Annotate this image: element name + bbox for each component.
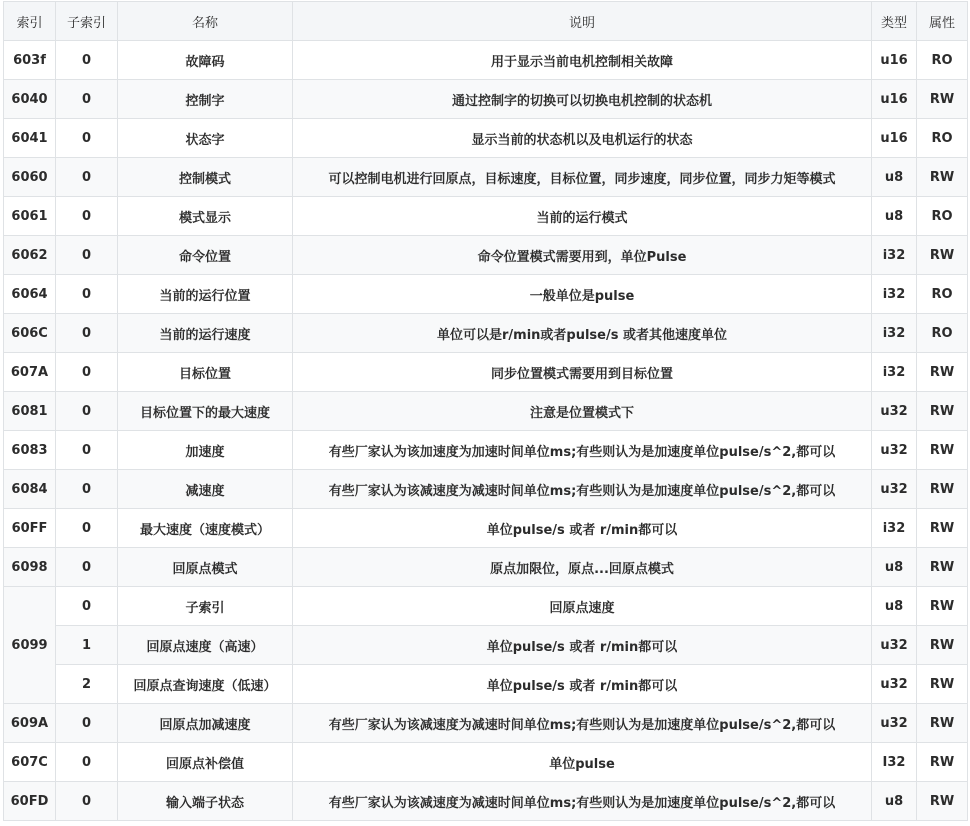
cell-attribute: RW: [917, 548, 968, 587]
table-row: [4, 119, 968, 158]
cell-description: 当前的运行模式: [293, 197, 872, 236]
header-type: 类型: [872, 2, 917, 41]
cell-description: 命令位置模式需要用到，单位Pulse: [293, 236, 872, 275]
cell-type: i32: [872, 275, 917, 314]
cell-subindex: 0: [56, 80, 118, 119]
table-row: [4, 743, 968, 782]
cell-type: u8: [872, 782, 917, 821]
cell-attribute: RO: [917, 197, 968, 236]
cell-name: 故障码: [118, 41, 293, 80]
cell-attribute: RW: [917, 158, 968, 197]
cell-type: I32: [872, 743, 917, 782]
table-row: [4, 353, 968, 392]
cell-type: u32: [872, 626, 917, 665]
table-row: [4, 197, 968, 236]
table-row: [4, 431, 968, 470]
cell-subindex: 0: [56, 548, 118, 587]
cell-name: 当前的运行速度: [118, 314, 293, 353]
cell-index: 6061: [4, 197, 56, 236]
cell-subindex: 0: [56, 353, 118, 392]
cell-attribute: RW: [917, 80, 968, 119]
cell-index: 60FF: [4, 509, 56, 548]
cell-name: 命令位置: [118, 236, 293, 275]
cell-description: 一般单位是pulse: [293, 275, 872, 314]
table-row: [4, 41, 968, 80]
header-subindex: 子索引: [56, 2, 118, 41]
cell-name: 控制字: [118, 80, 293, 119]
table-row: [4, 665, 968, 704]
cell-attribute: RW: [917, 392, 968, 431]
cell-index: 6084: [4, 470, 56, 509]
cell-subindex: 0: [56, 743, 118, 782]
cell-attribute: RO: [917, 119, 968, 158]
cell-description: 单位pulse/s 或者 r/min都可以: [293, 626, 872, 665]
cell-description: 有些厂家认为该减速度为减速时间单位ms;有些则认为是加速度单位pulse/s^2,都可以: [293, 782, 872, 821]
cell-description: 单位pulse: [293, 743, 872, 782]
cell-attribute: RO: [917, 41, 968, 80]
cell-description: 回原点速度: [293, 587, 872, 626]
table-row: [4, 314, 968, 353]
cell-subindex: 0: [56, 392, 118, 431]
cell-type: u16: [872, 80, 917, 119]
cell-subindex: 0: [56, 782, 118, 821]
cell-subindex: 0: [56, 158, 118, 197]
cell-attribute: RO: [917, 314, 968, 353]
cell-description: 有些厂家认为该减速度为减速时间单位ms;有些则认为是加速度单位pulse/s^2,都可以: [293, 704, 872, 743]
table-header-row: [4, 2, 968, 41]
cell-type: i32: [872, 509, 917, 548]
cell-index: 603f: [4, 41, 56, 80]
cell-type: u16: [872, 119, 917, 158]
cell-name: 模式显示: [118, 197, 293, 236]
header-index: 索引: [4, 2, 56, 41]
cell-attribute: RW: [917, 431, 968, 470]
cell-attribute: RW: [917, 509, 968, 548]
cell-index: 6040: [4, 80, 56, 119]
cell-name: 控制模式: [118, 158, 293, 197]
cell-index: 6081: [4, 392, 56, 431]
cell-type: u32: [872, 392, 917, 431]
cell-name: 回原点查询速度（低速）: [118, 665, 293, 704]
cell-subindex: 0: [56, 314, 118, 353]
cell-type: u8: [872, 587, 917, 626]
cell-type: i32: [872, 314, 917, 353]
table-row: [4, 392, 968, 431]
cell-index: 606C: [4, 314, 56, 353]
table-row: [4, 704, 968, 743]
cell-subindex: 0: [56, 41, 118, 80]
cell-type: u8: [872, 158, 917, 197]
cell-description: 单位pulse/s 或者 r/min都可以: [293, 509, 872, 548]
cell-description: 有些厂家认为该加速度为加速时间单位ms;有些则认为是加速度单位pulse/s^2,都可以: [293, 431, 872, 470]
cell-attribute: RW: [917, 587, 968, 626]
cell-subindex: 0: [56, 587, 118, 626]
cell-type: u32: [872, 665, 917, 704]
cell-name: 加速度: [118, 431, 293, 470]
table-row: [4, 509, 968, 548]
cell-name: 回原点速度（高速）: [118, 626, 293, 665]
cell-subindex: 0: [56, 431, 118, 470]
cell-type: u32: [872, 470, 917, 509]
cell-description: 原点加限位，原点...回原点模式: [293, 548, 872, 587]
cell-index: 6098: [4, 548, 56, 587]
cell-description: 单位pulse/s 或者 r/min都可以: [293, 665, 872, 704]
table-row: [4, 236, 968, 275]
table-row: [4, 470, 968, 509]
cell-index: 60FD: [4, 782, 56, 821]
cell-index: 6041: [4, 119, 56, 158]
header-name: 名称: [118, 2, 293, 41]
cell-attribute: RW: [917, 353, 968, 392]
cell-subindex: 0: [56, 119, 118, 158]
table-row: [4, 158, 968, 197]
cell-type: i32: [872, 236, 917, 275]
header-description: 说明: [293, 2, 872, 41]
cell-description: 显示当前的状态机以及电机运行的状态: [293, 119, 872, 158]
table-row: [4, 548, 968, 587]
cell-subindex: 0: [56, 509, 118, 548]
table-row: [4, 587, 968, 626]
object-dictionary-table: [3, 1, 968, 821]
cell-index: 6099: [4, 587, 56, 704]
cell-name: 目标位置下的最大速度: [118, 392, 293, 431]
cell-description: 通过控制字的切换可以切换电机控制的状态机: [293, 80, 872, 119]
cell-index: 607A: [4, 353, 56, 392]
cell-subindex: 1: [56, 626, 118, 665]
cell-description: 用于显示当前电机控制相关故障: [293, 41, 872, 80]
cell-type: u8: [872, 548, 917, 587]
cell-subindex: 0: [56, 197, 118, 236]
cell-name: 目标位置: [118, 353, 293, 392]
cell-type: i32: [872, 353, 917, 392]
cell-name: 当前的运行位置: [118, 275, 293, 314]
cell-subindex: 2: [56, 665, 118, 704]
table-row: [4, 80, 968, 119]
cell-description: 单位可以是r/min或者pulse/s 或者其他速度单位: [293, 314, 872, 353]
cell-name: 子索引: [118, 587, 293, 626]
cell-type: u16: [872, 41, 917, 80]
cell-subindex: 0: [56, 236, 118, 275]
cell-attribute: RW: [917, 470, 968, 509]
cell-description: 可以控制电机进行回原点，目标速度，目标位置，同步速度，同步位置，同步力矩等模式: [293, 158, 872, 197]
cell-attribute: RW: [917, 626, 968, 665]
cell-name: 回原点模式: [118, 548, 293, 587]
cell-attribute: RW: [917, 704, 968, 743]
cell-name: 回原点加减速度: [118, 704, 293, 743]
cell-attribute: RW: [917, 782, 968, 821]
cell-attribute: RO: [917, 275, 968, 314]
cell-name: 输入端子状态: [118, 782, 293, 821]
cell-attribute: RW: [917, 236, 968, 275]
cell-index: 6062: [4, 236, 56, 275]
cell-index: 607C: [4, 743, 56, 782]
table-row: [4, 275, 968, 314]
cell-subindex: 0: [56, 275, 118, 314]
cell-description: 有些厂家认为该减速度为减速时间单位ms;有些则认为是加速度单位pulse/s^2,都可以: [293, 470, 872, 509]
cell-index: 6083: [4, 431, 56, 470]
cell-attribute: RW: [917, 665, 968, 704]
table-row: [4, 626, 968, 665]
cell-description: 同步位置模式需要用到目标位置: [293, 353, 872, 392]
cell-subindex: 0: [56, 704, 118, 743]
cell-type: u32: [872, 704, 917, 743]
cell-index: 6060: [4, 158, 56, 197]
cell-index: 609A: [4, 704, 56, 743]
cell-subindex: 0: [56, 470, 118, 509]
cell-name: 状态字: [118, 119, 293, 158]
cell-name: 最大速度（速度模式）: [118, 509, 293, 548]
cell-name: 回原点补偿值: [118, 743, 293, 782]
cell-type: u8: [872, 197, 917, 236]
table-row: [4, 782, 968, 821]
cell-name: 减速度: [118, 470, 293, 509]
cell-type: u32: [872, 431, 917, 470]
cell-index: 6064: [4, 275, 56, 314]
cell-description: 注意是位置模式下: [293, 392, 872, 431]
cell-attribute: RW: [917, 743, 968, 782]
header-attribute: 属性: [917, 2, 968, 41]
